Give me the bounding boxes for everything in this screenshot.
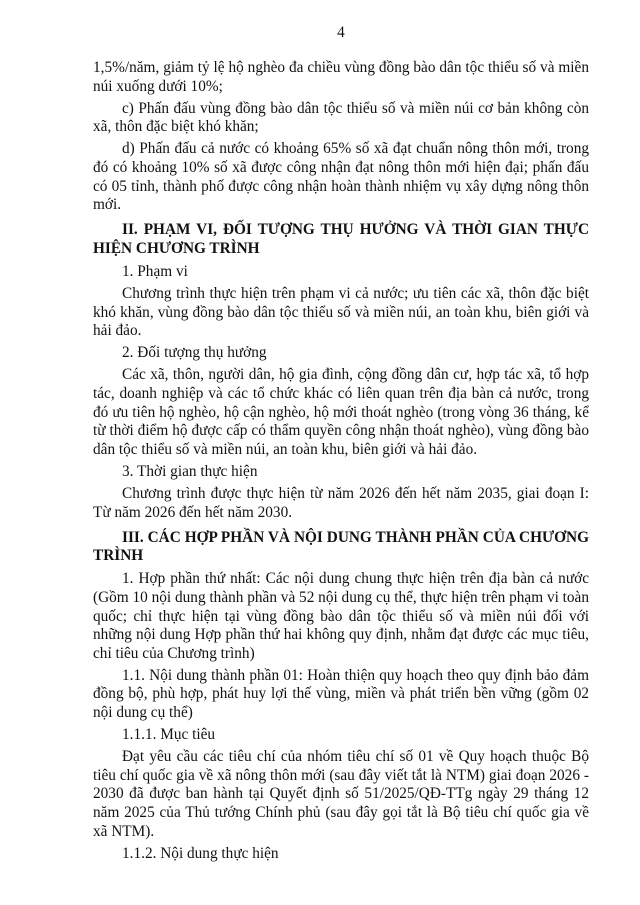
section-heading: II. PHẠM VI, ĐỐI TƯỢNG THỤ HƯỞNG VÀ THỜI GIAN THỰC HIỆN CHƯƠNG TRÌNH (93, 221, 589, 257)
paragraph: Chương trình thực hiện trên phạm vi cả nước; ưu tiên các xã, thôn đặc biệt khó khăn, vùng đồng bào dân tộc thiểu số và miền núi, an toàn khu, biên giới và hải đảo. (93, 285, 589, 340)
paragraph: 1. Phạm vi (122, 262, 188, 280)
paragraph: 1,5%/năm, giảm tỷ lệ hộ nghèo đa chiều vùng đồng bào dân tộc thiểu số và miền núi xuống dưới 10%; (93, 59, 589, 95)
paragraph: c) Phấn đấu vùng đồng bào dân tộc thiểu số và miền núi cơ bản không còn xã, thôn đặc biệt khó khăn; (93, 99, 589, 136)
document-content (93, 24, 589, 867)
paragraph: 1.1.1. Mục tiêu (122, 726, 216, 744)
paragraph: Đạt yêu cầu các tiêu chí của nhóm tiêu chí số 01 về Quy hoạch thuộc Bộ tiêu chí quốc gia về xã nông thôn mới (sau đây viết tắt là NTM) giai đoạn 2026 - 2030 đã được ban hành tại Quyết định số 51/2025/QĐ-TTg ngày 29 tháng 12 năm 2025 của Thủ tướng Chính phủ (sau đây gọi tắt là Bộ tiêu chí quốc gia về xã NTM). (93, 748, 589, 840)
paragraph: Chương trình được thực hiện từ năm 2026 đến hết năm 2035, giai đoạn I: Từ năm 2026 đến hết năm 2030. (93, 484, 589, 521)
paragraph: 1. Hợp phần thứ nhất: Các nội dung chung thực hiện trên địa bàn cả nước (Gồm 10 nội dung thành phần và 52 nội dung cụ thể, thực hiện trên phạm vi toàn quốc; chỉ thực hiện tại vùng đồng bào dân tộc thiểu số và miền núi đối với những nội dung Hợp phần thứ hai không quy định, nhằm đạt được các mục tiêu, chỉ tiêu của Chương trình) (93, 570, 589, 662)
paragraph: 1.1.2. Nội dung thực hiện (122, 844, 279, 862)
paragraph: 2. Đối tượng thụ hưởng (122, 344, 267, 362)
section-heading: III. CÁC HỢP PHẦN VÀ NỘI DUNG THÀNH PHẦN CỦA CHƯƠNG TRÌNH (93, 528, 589, 565)
page-number: 4 (337, 24, 345, 41)
document-body (93, 59, 589, 863)
paragraph: Các xã, thôn, người dân, hộ gia đình, cộng đồng dân cư, hợp tác xã, tổ hợp tác, doanh nghiệp và các tổ chức khác có liên quan trên địa bàn cả nước, trong đó ưu tiên hộ nghèo, hộ cận nghèo, hộ mới thoát nghèo (trong vòng 36 tháng, kể từ thời điểm hộ được cấp có thẩm quyền công nhận thoát nghèo), vùng đồng bào dân tộc thiểu số và miền núi, an toàn khu, biên giới và hải đảo. (93, 366, 589, 458)
paragraph: d) Phấn đấu cả nước có khoảng 65% số xã đạt chuẩn nông thôn mới, trong đó có khoảng 10% số xã được công nhận đạt nông thôn mới hiện đại; phấn đấu có 05 tỉnh, thành phố được công nhận hoàn thành nhiệm vụ xây dựng nông thôn mới. (93, 140, 589, 214)
paragraph: 3. Thời gian thực hiện (122, 462, 258, 480)
paragraph: 1.1. Nội dung thành phần 01: Hoàn thiện quy hoạch theo quy định bảo đảm đồng bộ, phù hợp, phát huy lợi thế vùng, miền và phát triển bền vững (gồm 02 nội dung cụ thể) (93, 666, 589, 721)
